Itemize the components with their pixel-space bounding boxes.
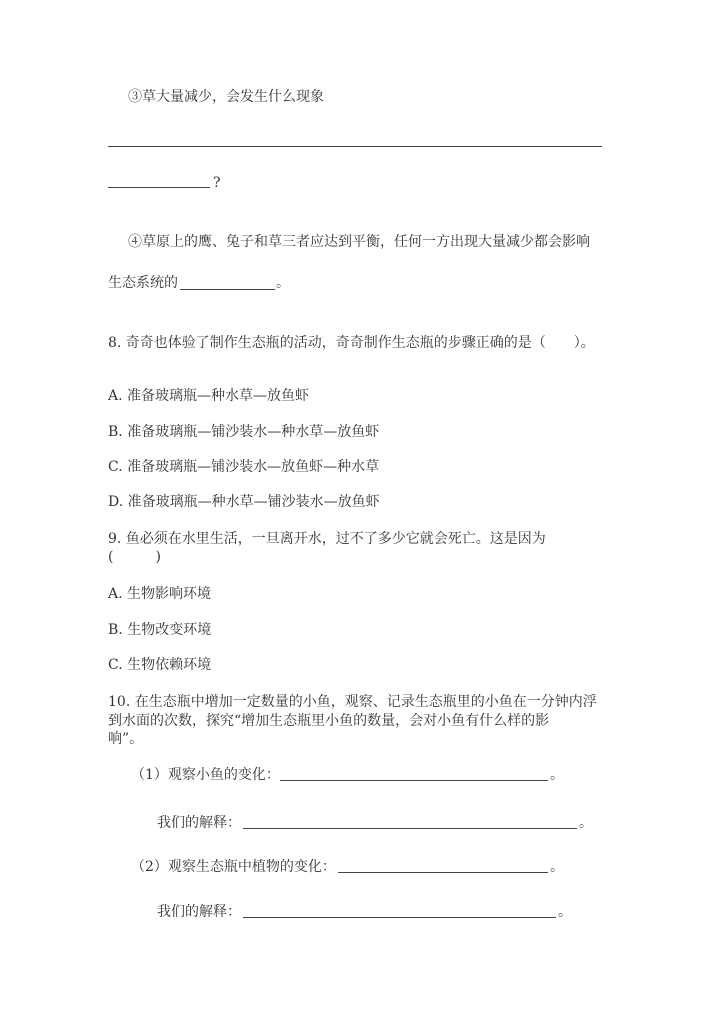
period: 。 xyxy=(550,767,564,783)
q10-part2-label: （2）观察生态瓶中植物的变化： xyxy=(131,859,336,875)
q7-item3-end: ? xyxy=(213,175,221,191)
q8-option-c[interactable]: C. 准备玻璃瓶—铺沙装水—放鱼虾—种水草 xyxy=(108,459,380,475)
q9-stem: 9. 鱼必须在水里生活，一旦离开水，过不了多少它就会死亡。这是因为 xyxy=(108,531,546,547)
q7-item4-cont: 生态系统的 xyxy=(108,275,178,291)
q8-option-a[interactable]: A. 准备玻璃瓶—种水草—放鱼虾 xyxy=(108,388,310,404)
q8-option-b[interactable]: B. 准备玻璃瓶—铺沙装水—种水草—放鱼虾 xyxy=(108,424,380,440)
q10-stem-line: 到水面的次数，探究“增加生态瓶里小鱼的数量，会对小鱼有什么样的影 xyxy=(108,713,550,729)
period: 。 xyxy=(579,815,593,831)
q8-option-d[interactable]: D. 准备玻璃瓶—种水草—铺沙装水—放鱼虾 xyxy=(108,494,380,510)
q9-option-b[interactable]: B. 生物改变环境 xyxy=(108,622,212,638)
q10-part1-label: （1）观察小鱼的变化： xyxy=(131,767,280,783)
answer-blank[interactable] xyxy=(338,872,548,873)
q10-stem-line: 10. 在生态瓶中增加一定数量的小鱼，观察、记录生态瓶里的小鱼在一分钟内浮 xyxy=(108,694,597,710)
answer-blank[interactable] xyxy=(243,917,556,918)
answer-blank[interactable] xyxy=(280,780,548,781)
period: 。 xyxy=(550,859,564,875)
explanation-label: 我们的解释： xyxy=(157,815,241,831)
q10-stem-line: 响”。 xyxy=(108,731,144,747)
q9-answer-paren: ( ) xyxy=(108,549,161,565)
q7-item3: ③草大量减少，会发生什么现象 xyxy=(128,89,324,105)
q9-option-c[interactable]: C. 生物依赖环境 xyxy=(108,657,212,673)
q7-item4-end: 。 xyxy=(276,275,290,291)
q8-stem: 8. 奇奇也体验了制作生态瓶的活动，奇奇制作生态瓶的步骤正确的是（ ）。 xyxy=(108,335,595,351)
q9-option-a[interactable]: A. 生物影响环境 xyxy=(108,586,212,602)
answer-blank[interactable] xyxy=(108,146,602,147)
answer-blank[interactable] xyxy=(108,187,210,188)
explanation-label: 我们的解释： xyxy=(157,904,241,920)
answer-blank[interactable] xyxy=(180,289,275,290)
answer-blank[interactable] xyxy=(243,828,577,829)
period: 。 xyxy=(558,904,572,920)
q7-item4: ④草原上的鹰、兔子和草三者应达到平衡，任何一方出现大量减少都会影响 xyxy=(128,234,590,250)
